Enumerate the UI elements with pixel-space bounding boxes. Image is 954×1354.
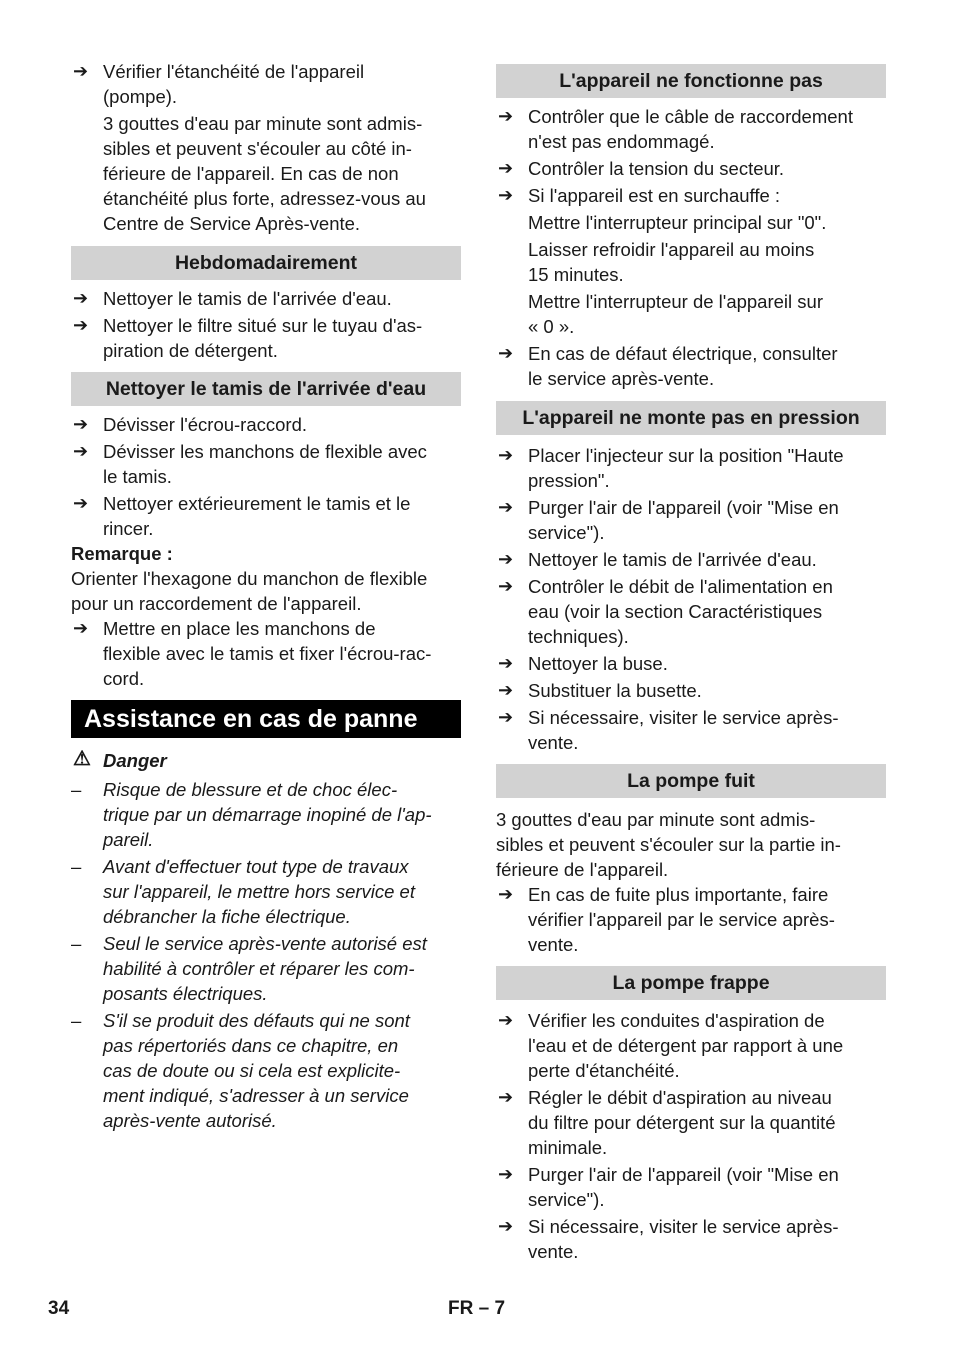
dash-marker: –	[71, 779, 82, 800]
instruction-line: Dévisser les manchons de flexible avec	[103, 441, 427, 462]
danger-notice	[71, 748, 461, 773]
instruction-line: cord.	[103, 668, 145, 689]
instruction-line: Nettoyer extérieurement le tamis et le	[103, 493, 411, 514]
right-arrow-icon: ➔	[73, 414, 89, 434]
instruction-item	[496, 574, 886, 649]
instruction-line: n'est pas endommagé.	[528, 131, 715, 152]
instruction-line: Nettoyer la buse.	[528, 653, 668, 674]
section-page-label: FR – 7	[448, 1298, 506, 1319]
instruction-line: minimale.	[528, 1137, 608, 1158]
right-arrow-icon: ➔	[498, 185, 514, 205]
instruction-line: perte d'étanchéité.	[528, 1060, 680, 1081]
instruction-line: rincer.	[103, 518, 154, 539]
instruction-line: vente.	[528, 934, 579, 955]
instruction-item	[496, 1214, 886, 1264]
danger-line: Seul le service après-vente autorisé est	[103, 933, 427, 954]
danger-item	[71, 777, 461, 852]
danger-line: pareil.	[103, 829, 154, 850]
instruction-item	[71, 491, 461, 541]
detail-line: « 0 ».	[528, 316, 575, 337]
instruction-line: Purger l'air de l'appareil (voir "Mise en	[528, 497, 839, 518]
instruction-line: service").	[528, 522, 605, 543]
instruction-line: Nettoyer le tamis de l'arrivée d'eau.	[103, 288, 392, 309]
instruction-item	[496, 156, 886, 181]
instruction-item	[496, 705, 886, 755]
danger-line: débrancher la fiche électrique.	[103, 906, 351, 927]
instruction-item	[71, 313, 461, 363]
right-arrow-icon: ➔	[498, 1164, 514, 1184]
right-arrow-icon: ➔	[498, 707, 514, 727]
instruction-line: En cas de défaut électrique, consulter	[528, 343, 838, 364]
instruction-line: Substituer la busette.	[528, 680, 702, 701]
no-pressure-list	[496, 443, 886, 755]
section-heading-weekly: Hebdomadairement	[71, 246, 461, 280]
danger-line: après-vente autorisé.	[103, 1110, 277, 1131]
instruction-line: Vérifier l'étanchéité de l'appareil	[103, 61, 365, 82]
instruction-line: (pompe).	[103, 86, 178, 107]
section-title-assistance: Assistance en cas de panne	[71, 700, 461, 738]
instruction-item	[496, 651, 886, 676]
section-heading-no-pressure: L'appareil ne monte pas en pression	[496, 401, 886, 435]
paragraph-line: 3 gouttes d'eau par minute sont admis-	[496, 809, 816, 830]
right-arrow-icon: ➔	[498, 653, 514, 673]
instruction-line: Purger l'air de l'appareil (voir "Mise en	[528, 1164, 839, 1185]
instruction-item	[496, 678, 886, 703]
detail-line: férieure de l'appareil. En cas de non	[103, 163, 399, 184]
danger-line: sur l'appareil, le mettre hors service et	[103, 881, 415, 902]
instruction-line: service").	[528, 1189, 605, 1210]
pump-knocks-list	[496, 1008, 886, 1264]
instruction-line: le tamis.	[103, 466, 172, 487]
instruction-line: Placer l'injecteur sur la position "Haute	[528, 445, 844, 466]
right-arrow-icon: ➔	[498, 1087, 514, 1107]
instruction-line: Contrôler que le câble de raccordement	[528, 106, 853, 127]
dash-marker: –	[71, 1010, 82, 1031]
instruction-detail	[496, 237, 886, 287]
right-arrow-icon: ➔	[73, 315, 89, 335]
instruction-detail	[496, 210, 886, 235]
instruction-detail	[71, 111, 461, 236]
detail-line: Mettre l'interrupteur de l'appareil sur	[528, 291, 823, 312]
instruction-item	[496, 495, 886, 545]
danger-line: Avant d'effectuer tout type de travaux	[103, 856, 409, 877]
instruction-line: Contrôler le débit de l'alimentation en	[528, 576, 833, 597]
detail-line: étanchéité plus forte, adressez-vous au	[103, 188, 426, 209]
page-number: 34	[48, 1298, 70, 1319]
danger-line: habilité à contrôler et réparer les com-	[103, 958, 415, 979]
section-heading-not-working: L'appareil ne fonctionne pas	[496, 64, 886, 98]
right-arrow-icon: ➔	[498, 576, 514, 596]
instruction-item	[496, 104, 886, 154]
instruction-line: l'eau et de détergent par rapport à une	[528, 1035, 844, 1056]
dash-marker: –	[71, 933, 82, 954]
right-arrow-icon: ➔	[73, 61, 89, 81]
paragraph-line: sibles et peuvent s'écouler sur la partie in-	[496, 834, 841, 855]
instruction-item	[71, 439, 461, 489]
instruction-line: En cas de fuite plus importante, faire	[528, 884, 829, 905]
right-arrow-icon: ➔	[498, 158, 514, 178]
note-line: pour un raccordement de l'appareil.	[71, 593, 362, 614]
instruction-line: Si nécessaire, visiter le service après-	[528, 1216, 839, 1237]
detail-line: sibles et peuvent s'écouler au côté in-	[103, 138, 412, 159]
instruction-line: Nettoyer le filtre situé sur le tuyau d'as-	[103, 315, 423, 336]
instruction-line: piration de détergent.	[103, 340, 278, 361]
instruction-line: le service après-vente.	[528, 368, 715, 389]
note-label: Remarque :	[71, 543, 173, 564]
pump-leaks-text	[496, 807, 886, 882]
right-arrow-icon: ➔	[498, 1216, 514, 1236]
note-text	[71, 566, 461, 616]
instruction-line: Si nécessaire, visiter le service après-	[528, 707, 839, 728]
right-arrow-icon: ➔	[498, 1010, 514, 1030]
detail-line: 15 minutes.	[528, 264, 624, 285]
danger-list	[71, 777, 461, 1133]
instruction-item	[496, 443, 886, 493]
instruction-item	[496, 341, 886, 391]
not-working-list	[496, 104, 886, 391]
instruction-line: flexible avec le tamis et fixer l'écrou-rac-	[103, 643, 432, 664]
instruction-line: vente.	[528, 1241, 579, 1262]
instruction-item	[71, 59, 461, 109]
danger-item	[71, 1008, 461, 1133]
danger-line: ment indiqué, s'adresser à un service	[103, 1085, 409, 1106]
detail-line: Centre de Service Après-vente.	[103, 213, 361, 234]
instruction-line: vérifier l'appareil par le service après-	[528, 909, 835, 930]
danger-item	[71, 931, 461, 1006]
instruction-item	[71, 286, 461, 311]
danger-line: posants électriques.	[103, 983, 268, 1004]
instruction-line: du filtre pour détergent sur la quantité	[528, 1112, 836, 1133]
note-line: Orienter l'hexagone du manchon de flexible	[71, 568, 428, 589]
instruction-line: techniques).	[528, 626, 629, 647]
detail-line: Laisser refroidir l'appareil au moins	[528, 239, 815, 260]
dash-marker: –	[71, 856, 82, 877]
right-arrow-icon: ➔	[73, 493, 89, 513]
instruction-line: Vérifier les conduites d'aspiration de	[528, 1010, 825, 1031]
instruction-detail	[496, 289, 886, 339]
section-heading-pump-knocks: La pompe frappe	[496, 966, 886, 1000]
detail-line: Mettre l'interrupteur principal sur "0".	[528, 212, 827, 233]
instruction-item	[496, 547, 886, 572]
weekly-list	[71, 286, 461, 363]
instruction-item	[71, 412, 461, 437]
danger-line: cas de doute ou si cela est explicite-	[103, 1060, 401, 1081]
danger-line: S'il se produit des défauts qui ne sont	[103, 1010, 410, 1031]
right-arrow-icon: ➔	[498, 549, 514, 569]
danger-line: pas répertoriés dans ce chapitre, en	[103, 1035, 399, 1056]
instruction-line: eau (voir la section Caractéristiques	[528, 601, 823, 622]
instruction-line: Contrôler la tension du secteur.	[528, 158, 785, 179]
right-arrow-icon: ➔	[73, 441, 89, 461]
instruction-line: Dévisser l'écrou-raccord.	[103, 414, 308, 435]
instruction-item	[71, 616, 461, 691]
left-column	[71, 59, 461, 1133]
danger-line: trique par un démarrage inopiné de l'ap-	[103, 804, 432, 825]
right-arrow-icon: ➔	[73, 618, 89, 638]
section-heading-pump-leaks: La pompe fuit	[496, 764, 886, 798]
sieve-list	[71, 412, 461, 541]
instruction-item	[496, 183, 886, 208]
instruction-line: Régler le débit d'aspiration au niveau	[528, 1087, 832, 1108]
instruction-line: vente.	[528, 732, 579, 753]
instruction-item	[496, 882, 886, 957]
detail-line: 3 gouttes d'eau par minute sont admis-	[103, 113, 423, 134]
warning-triangle-icon: ⚠	[73, 748, 91, 770]
right-arrow-icon: ➔	[498, 680, 514, 700]
danger-label: Danger	[103, 750, 167, 771]
right-arrow-icon: ➔	[498, 106, 514, 126]
right-arrow-icon: ➔	[498, 497, 514, 517]
right-arrow-icon: ➔	[498, 343, 514, 363]
instruction-item	[496, 1008, 886, 1083]
danger-line: Risque de blessure et de choc élec-	[103, 779, 398, 800]
instruction-line: pression".	[528, 470, 610, 491]
instruction-line: Nettoyer le tamis de l'arrivée d'eau.	[528, 549, 817, 570]
section-heading-sieve: Nettoyer le tamis de l'arrivée d'eau	[71, 372, 461, 406]
instruction-item	[496, 1162, 886, 1212]
paragraph-line: férieure de l'appareil.	[496, 859, 669, 880]
instruction-line: Mettre en place les manchons de	[103, 618, 376, 639]
right-arrow-icon: ➔	[498, 884, 514, 904]
right-column	[496, 64, 886, 1264]
right-arrow-icon: ➔	[73, 288, 89, 308]
right-arrow-icon: ➔	[498, 445, 514, 465]
instruction-item	[496, 1085, 886, 1160]
instruction-line: Si l'appareil est en surchauffe :	[528, 185, 781, 206]
danger-item	[71, 854, 461, 929]
